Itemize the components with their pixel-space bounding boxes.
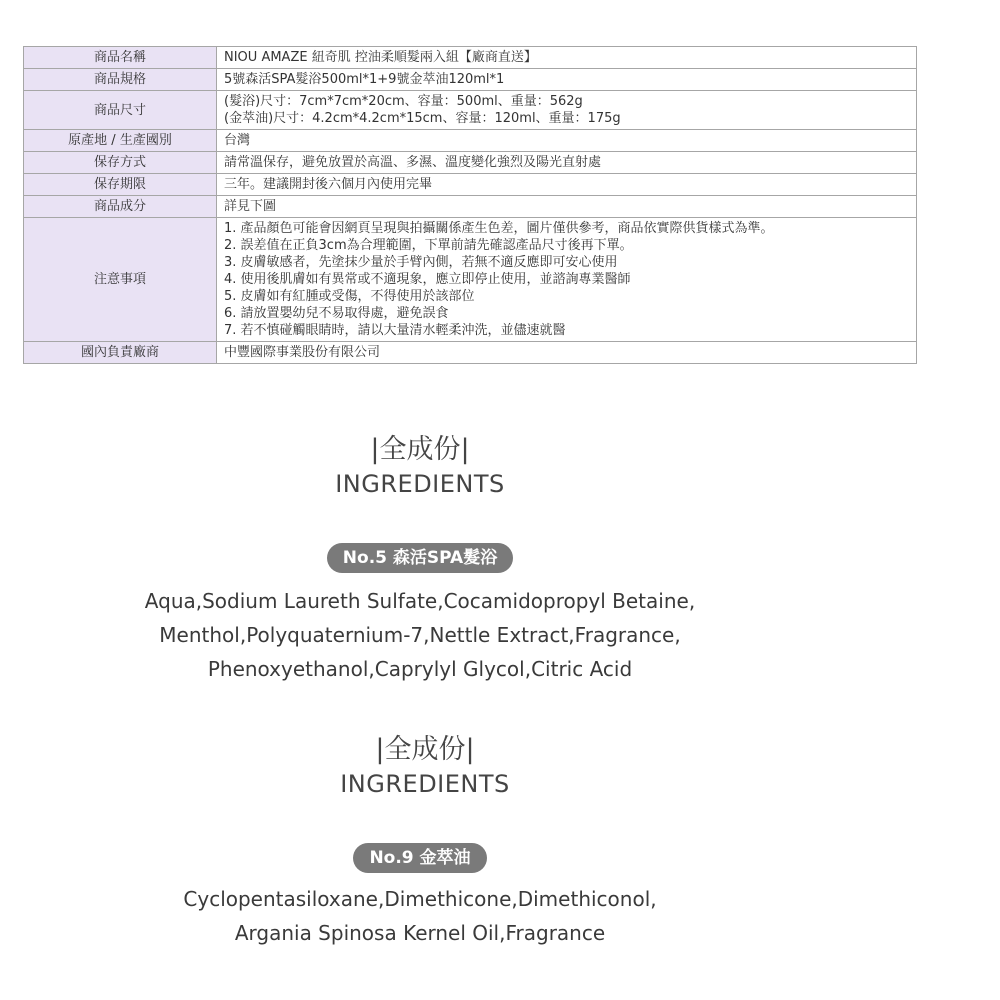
product-pill: No.9 金萃油 (353, 843, 486, 873)
note-item: 6. 請放置嬰幼兒不易取得處，避免誤食 (224, 306, 449, 321)
product-pill-wrap (0, 543, 840, 573)
spec-label: 原產地 / 生產國別 (24, 130, 217, 152)
spec-label: 國內負責廠商 (24, 342, 217, 364)
spec-value: 請常溫保存，避免放置於高溫、多濕、溫度變化強烈及陽光直射處 (217, 152, 917, 174)
ingredients-heading (5, 732, 845, 800)
spec-value: 台灣 (217, 130, 917, 152)
note-item: 3. 皮膚敏感者，先塗抹少量於手臂內側，若無不適反應即可安心使用 (224, 255, 618, 270)
ingredients-line: Phenoxyethanol,Caprylyl Glycol,Citric Acid (207, 657, 633, 681)
note-item: 1. 產品顏色可能會因網頁呈現與拍攝關係產生色差，圖片僅供參考，商品依實際供貨樣式為準。 (224, 221, 774, 236)
spec-row-vendor (24, 342, 917, 364)
ingredients-line: Cyclopentasiloxane,Dimethicone,Dimethiconol, (183, 887, 657, 911)
product-pill-wrap (0, 843, 840, 873)
size-line: (髮浴)尺寸：7cm*7cm*20cm、容量：500ml、重量：562g (224, 94, 583, 109)
spec-row-storage (24, 152, 917, 174)
ingredients-subtitle: INGREDIENTS (340, 770, 510, 798)
spec-label: 商品尺寸 (24, 91, 217, 130)
spec-row-size (24, 91, 917, 130)
spec-label: 注意事項 (24, 218, 217, 342)
product-pill: No.5 森活SPA髮浴 (327, 543, 513, 573)
spec-value (217, 91, 917, 130)
spec-label: 保存期限 (24, 174, 217, 196)
spec-value (217, 218, 917, 342)
spec-row-shelf-life (24, 174, 917, 196)
spec-value: 中豐國際事業股份有限公司 (217, 342, 917, 364)
ingredients-subtitle: INGREDIENTS (335, 470, 505, 498)
spec-label: 商品名稱 (24, 47, 217, 69)
spec-value: 5號森活SPA髮浴500ml*1+9號金萃油120ml*1 (217, 69, 917, 91)
ingredients-heading (0, 432, 840, 500)
spec-value: 三年。建議開封後六個月內使用完畢 (217, 174, 917, 196)
note-item: 2. 誤差值在正負3cm為合理範圍，下單前請先確認產品尺寸後再下單。 (224, 238, 633, 253)
spec-row-notes (24, 218, 917, 342)
note-item: 5. 皮膚如有紅腫或受傷，不得使用於該部位 (224, 289, 475, 304)
note-item: 4. 使用後肌膚如有異常或不適現象，應立即停止使用，並諮詢專業醫師 (224, 272, 631, 287)
ingredients-line: Menthol,Polyquaternium-7,Nettle Extract,Fragrance, (159, 623, 681, 647)
size-line: (金萃油)尺寸：4.2cm*4.2cm*15cm、容量：120ml、重量：175g (224, 111, 621, 126)
spec-label: 商品規格 (24, 69, 217, 91)
spec-value: 詳見下圖 (217, 196, 917, 218)
spec-row-spec (24, 69, 917, 91)
ingredients-list (0, 584, 840, 686)
ingredients-title: |全成份| (375, 734, 475, 765)
ingredients-title: |全成份| (370, 434, 470, 465)
spec-row-name (24, 47, 917, 69)
spec-row-origin (24, 130, 917, 152)
spec-value: NIOU AMAZE 紐奇肌 控油柔順髮兩入組【廠商直送】 (217, 47, 917, 69)
spec-label: 商品成分 (24, 196, 217, 218)
ingredients-line: Aqua,Sodium Laureth Sulfate,Cocamidopropyl Betaine, (144, 589, 696, 613)
note-item: 7. 若不慎碰觸眼睛時，請以大量清水輕柔沖洗，並儘速就醫 (224, 323, 566, 338)
spec-label: 保存方式 (24, 152, 217, 174)
ingredients-list (0, 882, 840, 950)
spec-row-ingredients (24, 196, 917, 218)
ingredients-line: Argania Spinosa Kernel Oil,Fragrance (234, 921, 606, 945)
notes-list (224, 220, 910, 339)
product-spec-table (23, 46, 917, 364)
